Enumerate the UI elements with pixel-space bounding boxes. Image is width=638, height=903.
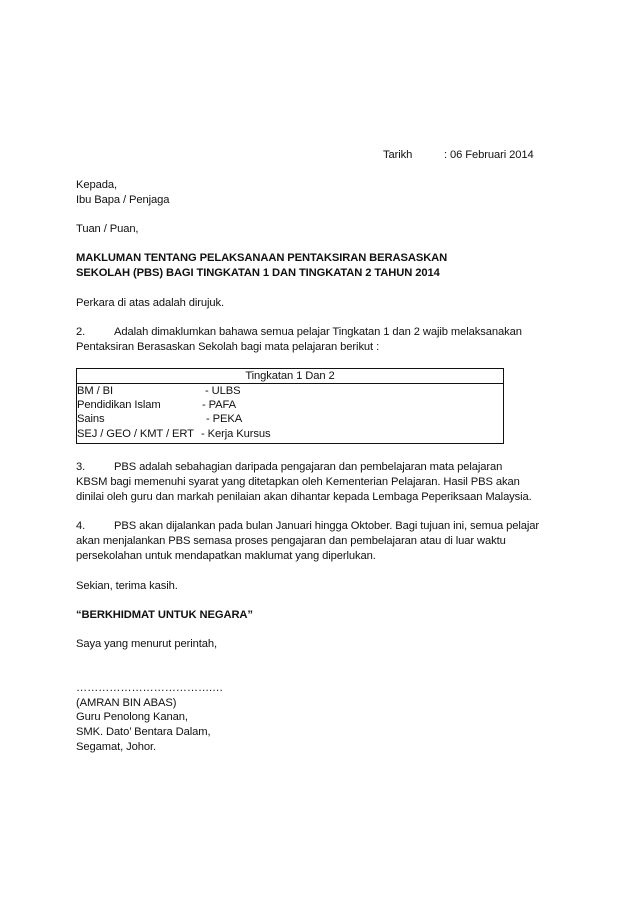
para4-line-3: persekolahan untuk mendapatkan maklumat yang diperlukan. bbox=[76, 550, 376, 562]
intro-text: Perkara di atas adalah dirujuk. bbox=[76, 297, 225, 309]
para3-line-3: dinilai oleh guru dan markah penilaian akan dihantar kepada Lembaga Peperiksaan Malaysia. bbox=[76, 491, 532, 503]
title-line-1: MAKLUMAN TENTANG PELAKSANAAN PENTAKSIRAN BERASASKAN bbox=[76, 252, 448, 264]
recipient-line-1: Kepada, bbox=[76, 179, 117, 191]
para4-text-1: PBS akan dijalankan pada bulan Januari hingga Oktober. Bagi tujuan ini, semua pelajar bbox=[114, 520, 539, 532]
table-subject: BM / BI bbox=[77, 385, 113, 397]
para3-line-2: KBSM bagi memenuhi syarat yang ditetapkan oleh Kementerian Pelajaran. Hasil PBS akan bbox=[76, 476, 520, 488]
signoff-text: Saya yang menurut perintah, bbox=[76, 638, 217, 650]
para4-number: 4. bbox=[76, 520, 86, 532]
para3-number: 3. bbox=[76, 461, 86, 473]
table-code: - Kerja Kursus bbox=[201, 428, 271, 440]
table-subject: Sains bbox=[77, 413, 105, 425]
motto: “BERKHIDMAT UNTUK NEGARA” bbox=[76, 609, 253, 621]
para2-number: 2. bbox=[76, 326, 86, 338]
table-subject: Pendidikan Islam bbox=[77, 399, 161, 411]
date-value: : 06 Februari 2014 bbox=[444, 149, 534, 161]
table-code: - ULBS bbox=[205, 385, 241, 397]
signature-dots: ……………………………….… bbox=[76, 682, 224, 694]
date-label: Tarikh bbox=[383, 149, 413, 161]
closing-text: Sekian, terima kasih. bbox=[76, 580, 178, 592]
signatory-name: (AMRAN BIN ABAS) bbox=[76, 697, 177, 709]
table-code: - PAFA bbox=[202, 399, 237, 411]
table-header: Tingkatan 1 Dan 2 bbox=[77, 369, 503, 384]
recipient-line-2: Ibu Bapa / Penjaga bbox=[76, 194, 170, 206]
signatory-location: Segamat, Johor. bbox=[76, 741, 156, 753]
title-line-2: SEKOLAH (PBS) BAGI TINGKATAN 1 DAN TINGKATAN 2 TAHUN 2014 bbox=[76, 267, 440, 279]
salutation: Tuan / Puan, bbox=[76, 223, 139, 235]
para2-line-2: Pentaksiran Berasaskan Sekolah bagi mata pelajaran berikut : bbox=[76, 341, 380, 353]
para4-line-1 bbox=[76, 519, 539, 533]
table-code: - PEKA bbox=[206, 413, 243, 425]
subject-table bbox=[76, 368, 504, 444]
signatory-school: SMK. Dato’ Bentara Dalam, bbox=[76, 726, 211, 738]
para2-text-1: Adalah dimaklumkan bahawa semua pelajar Tingkatan 1 dan 2 wajib melaksanakan bbox=[114, 326, 522, 338]
para3-line-1 bbox=[76, 460, 502, 474]
para3-text-1: PBS adalah sebahagian daripada pengajaran dan pembelajaran mata pelajaran bbox=[114, 461, 503, 473]
signatory-position: Guru Penolong Kanan, bbox=[76, 711, 188, 723]
para4-line-2: akan menjalankan PBS semasa proses pengajaran dan pembelajaran atau di luar waktu bbox=[76, 535, 506, 547]
table-subject: SEJ / GEO / KMT / ERT bbox=[77, 428, 194, 440]
para2-line-1 bbox=[76, 325, 522, 339]
